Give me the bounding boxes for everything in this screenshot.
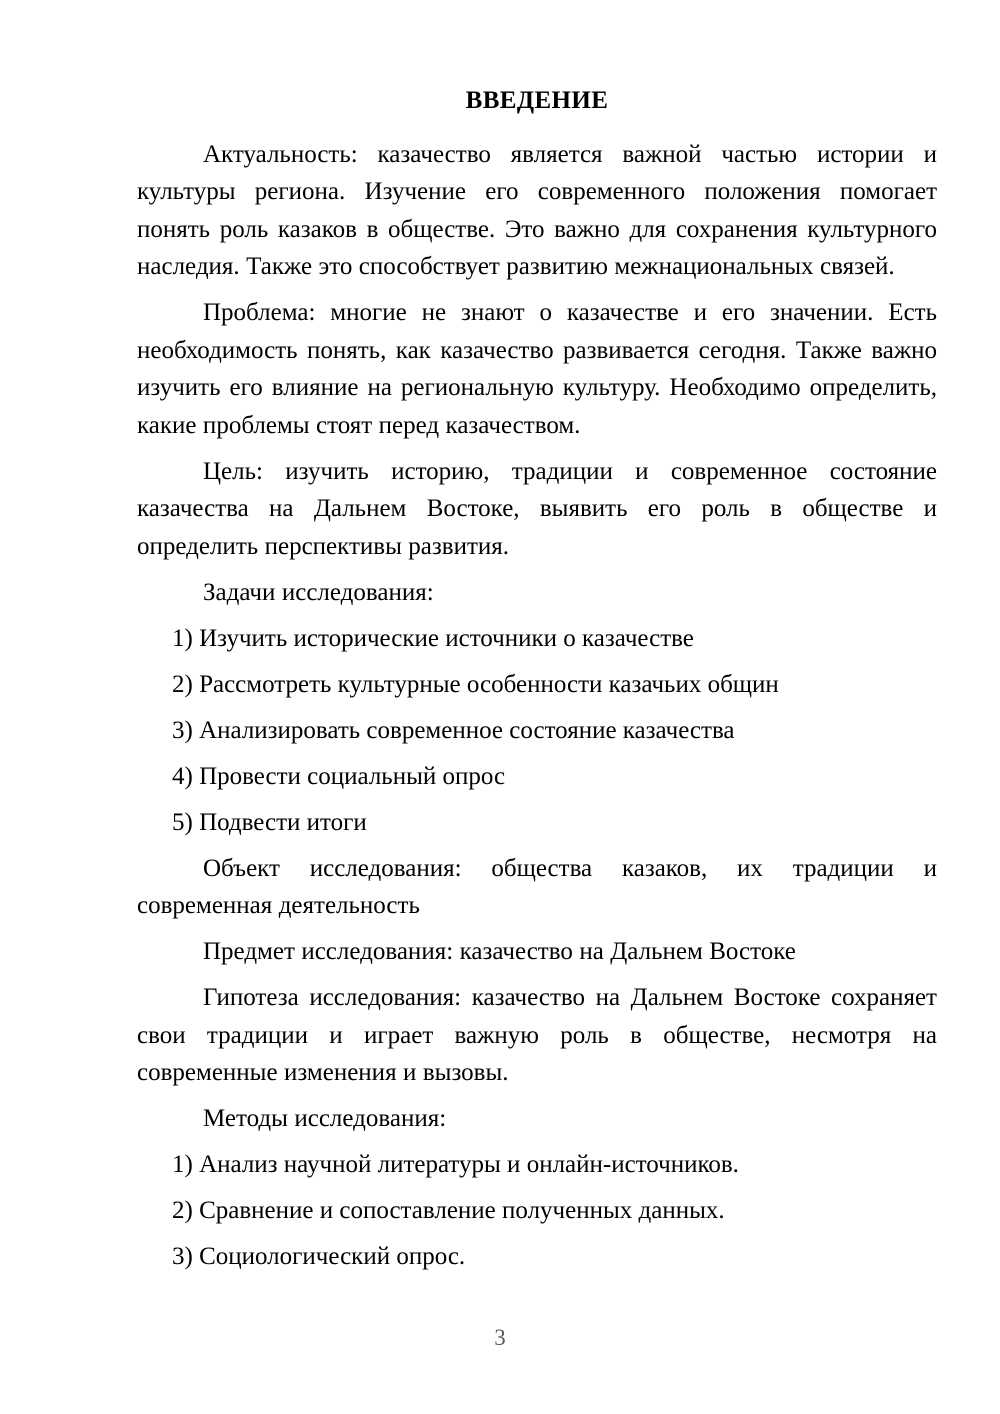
list-item: 1) Анализ научной литературы и онлайн-источников. bbox=[172, 1151, 739, 1178]
methods-list bbox=[137, 1146, 937, 1276]
list-item: 3) Анализировать современное состояние казачества bbox=[172, 716, 735, 744]
list-item: 2) Сравнение и сопоставление полученных данных. bbox=[172, 1197, 725, 1224]
heading-tasks: Задачи исследования: bbox=[203, 578, 434, 606]
list-item: 5) Подвести итоги bbox=[172, 808, 367, 836]
paragraph-subject: Предмет исследования: казачество на Дальнем Востоке bbox=[203, 938, 796, 965]
paragraph-object: Объект исследования: общества казаков, их традиции и современная деятельность bbox=[137, 854, 937, 919]
list-item: 3) Социологический опрос. bbox=[172, 1243, 466, 1270]
paragraph-goal: Цель: изучить историю, традиции и современное состояние казачества на Дальнем Востоке, выявить его роль в обществе и определить перспективы развития. bbox=[137, 457, 937, 560]
list-item: 1) Изучить исторические источники о казачестве bbox=[172, 624, 694, 652]
page-content bbox=[137, 86, 937, 1284]
paragraph-hypothesis: Гипотеза исследования: казачество на Дальнем Востоке сохраняет свои традиции и играет важную роль в обществе, несмотря на современные изменения и вызовы. bbox=[137, 984, 937, 1086]
page-number: 3 bbox=[494, 1325, 506, 1350]
paragraph-relevance: Актуальность: казачество является важной частью истории и культуры региона. Изучение его современного положения помогает понять роль казаков в обществе. Это важно для сохранения культурного наследия. Также это способствует развитию межнациональных связей. bbox=[137, 140, 937, 280]
list-item: 2) Рассмотреть культурные особенности казачьих общин bbox=[172, 670, 779, 698]
tasks-list bbox=[137, 620, 937, 842]
heading-methods: Методы исследования: bbox=[203, 1105, 447, 1132]
list-item: 4) Провести социальный опрос bbox=[172, 762, 506, 790]
paragraph-problem: Проблема: многие не знают о казачестве и его значении. Есть необходимость понять, как казачество развивается сегодня. Также важно изучить его влияние на региональную культуру. Необходимо определить, какие проблемы стоят перед казачеством. bbox=[137, 299, 937, 439]
page-title: ВВЕДЕНИЕ bbox=[465, 87, 609, 114]
